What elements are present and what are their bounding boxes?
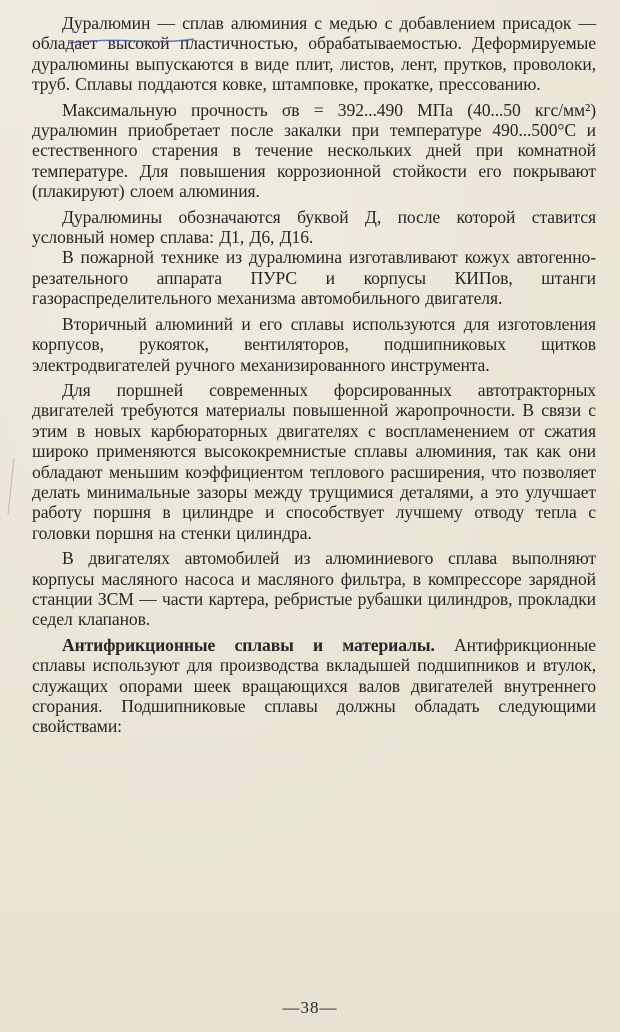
term-duralumin: Дуралюмин	[62, 13, 151, 33]
paragraph-duralumin	[32, 13, 596, 95]
pen-underline-mark	[66, 36, 196, 46]
paragraph-pistons: Для поршней современных форсированных автотракторных двигателей требуются материалы повышенной жаропрочности. В связи с этим в новых карбюраторных двигателях с воспламенением от сжатия широко применяются высококремнистые сплавы алюминия, так как они обладают меньшим коэффициентом теплового расширения, что позволяет делать минимальные зазоры между трущимися деталями, а это улучшает работу поршня в цилиндре и способствует лучшему отводу тепла с головки поршня на стенки цилиндра.	[32, 379, 596, 543]
paragraph-designation: Дуралюмины обозначаются буквой Д, после которой ставится условный номер сплава: Д1, Д6, Д16.	[32, 206, 596, 248]
page-number: —38—	[282, 998, 338, 1017]
paragraph-strength: Максимальную прочность σв = 392...490 МПа (40...50 кгс/мм²) дуралюмин приобретает после закалки при температуре 490...500°С и естественного старения в течение нескольких дней при комнатной температуре. Для повышения коррозионной стойкости его покрывают (плакируют) слоем алюминия.	[32, 99, 596, 202]
paragraph-text: — сплав алюминия с медью с добавлением присадок — обладает высокой пластичностью, обрабатываемостью. Деформируемые дуралюмины выпускаются в виде плит, листов, лент, прутков, проволоки, труб. Сплавы поддаются ковке, штамповке, прокатке, прессованию.	[32, 13, 596, 95]
paragraph-text: Антифрикционные сплавы используют для производства вкладышей подшипников и втулок, служащих опорами шеек вращающихся валов двигателей внутреннего сгорания. Подшипниковые сплавы должны обладать следующими свойствами:	[32, 634, 596, 737]
paragraph-fire-equipment: В пожарной технике из дуралюмина изготавливают кожух автогенно-резательного аппарата ПУРС и корпусы КИПов, штанги газораспределительного механизма автомобильного двигателя.	[32, 247, 596, 309]
paragraph-engine-parts: В двигателях автомобилей из алюминиевого сплава выполняют корпусы масляного насоса и масляного фильтра, в компрессоре зарядной станции ЗСМ — части картера, ребристые рубашки цилиндров, прокладки седел клапанов.	[32, 548, 596, 630]
paragraph-antifriction	[32, 635, 596, 737]
section-heading-antifriction: Антифрикционные сплавы и материалы.	[62, 634, 435, 655]
paragraph-secondary-aluminium: Вторичный алюминий и его сплавы используются для изготовления корпусов, рукояток, вентиляторов, подшипниковых щитков электродвигателей ручного механизированного инструмента.	[32, 313, 596, 375]
margin-pencil-mark	[4, 456, 18, 516]
